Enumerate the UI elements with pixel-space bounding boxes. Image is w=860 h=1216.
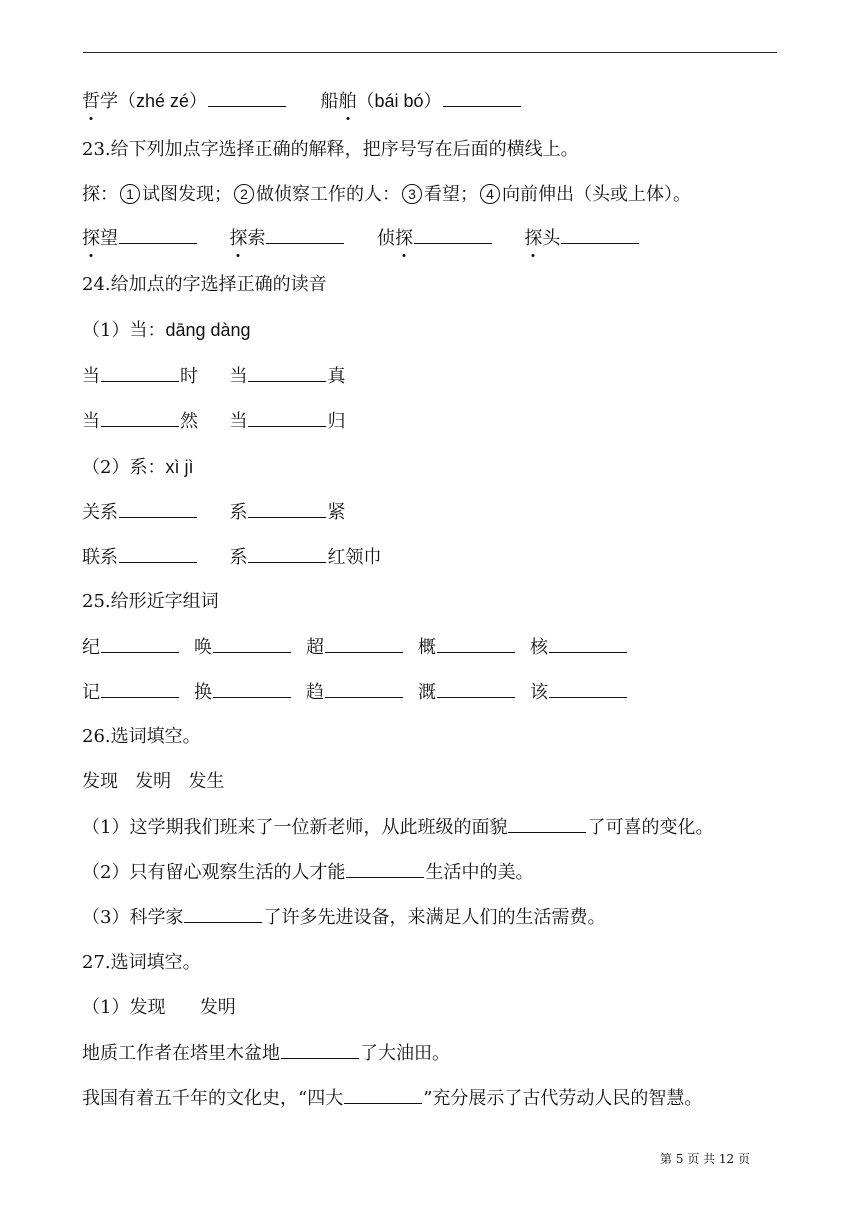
answer-blank[interactable] <box>437 635 515 653</box>
char: 侦 <box>376 228 395 249</box>
answer-blank[interactable] <box>549 680 627 698</box>
dotted-char: 探 <box>82 228 100 249</box>
circled-number: 4 <box>480 184 500 204</box>
option-text: 看望； <box>424 184 478 205</box>
answer-blank[interactable] <box>346 860 424 878</box>
q27-sentence-2 <box>82 1086 702 1111</box>
answer-blank[interactable] <box>266 226 344 244</box>
char: 望 <box>100 228 118 249</box>
word: 红领巾 <box>327 547 382 568</box>
q23-options <box>82 183 691 207</box>
char: 当 <box>82 411 100 432</box>
char: 纪 <box>82 637 100 658</box>
part-label: （1）当： <box>82 320 166 341</box>
part-label: （2）系： <box>82 457 166 478</box>
answer-blank[interactable] <box>443 89 521 107</box>
answer-blank[interactable] <box>208 89 286 107</box>
q27-sentence-1 <box>82 1041 450 1066</box>
option-head: 探： <box>82 184 118 205</box>
dotted-char: 探 <box>394 228 413 249</box>
answer-blank[interactable] <box>101 364 179 382</box>
answer-blank[interactable] <box>508 815 586 833</box>
char: 当 <box>229 366 248 387</box>
sentence-text: （1）这学期我们班来了一位新老师，从此班级的面貌 <box>82 817 508 838</box>
answer-blank[interactable] <box>101 409 179 427</box>
answer-blank[interactable] <box>101 635 179 653</box>
char: 当 <box>82 366 100 387</box>
option-text: 试图发现； <box>142 184 232 205</box>
option-text: 做侦察工作的人： <box>256 184 400 205</box>
answer-blank[interactable] <box>248 364 326 382</box>
char: 然 <box>180 411 198 432</box>
q25-row2 <box>82 680 628 705</box>
answer-blank[interactable] <box>437 680 515 698</box>
char: 学 <box>100 91 118 112</box>
char: 归 <box>327 411 346 432</box>
q24-title: 24.给加点的字选择正确的读音 <box>82 274 327 295</box>
sentence-text: 了许多先进设备，来满足人们的生活需费。 <box>263 907 606 928</box>
page-footer: 第 5 页 共 12 页 <box>660 1152 750 1166</box>
sentence-text: ”充分展示了古代劳动人民的智慧。 <box>423 1088 703 1109</box>
q26-sentence-1 <box>82 815 713 840</box>
answer-blank[interactable] <box>213 635 291 653</box>
answer-blank[interactable] <box>119 545 197 563</box>
circled-number: 1 <box>120 184 140 204</box>
q26-sentence-2 <box>82 860 533 885</box>
char: 索 <box>247 228 266 249</box>
q22-line <box>82 89 522 114</box>
answer-blank[interactable] <box>101 680 179 698</box>
sentence-text: 我国有着五千年的文化史，“四大 <box>82 1088 344 1109</box>
dotted-char: 探 <box>229 228 248 249</box>
q24-row1 <box>82 364 345 389</box>
sentence-text: （3）科学家 <box>82 907 184 928</box>
word: 联系 <box>82 547 118 568</box>
q27-choices: （1）发现 发明 <box>82 997 236 1018</box>
char: 紧 <box>327 502 346 523</box>
answer-blank[interactable] <box>344 1086 422 1104</box>
dotted-char: 舶 <box>338 91 357 112</box>
header-rule <box>83 52 777 53</box>
char: 唤 <box>194 637 212 658</box>
q24-part1-label <box>82 318 251 343</box>
char: 系 <box>229 502 248 523</box>
answer-blank[interactable] <box>325 680 403 698</box>
answer-blank[interactable] <box>248 500 326 518</box>
sentence-text: （2）只有留心观察生活的人才能 <box>82 862 346 883</box>
q24-row3 <box>82 500 345 525</box>
answer-blank[interactable] <box>248 409 326 427</box>
q24-row4 <box>82 545 381 570</box>
option-text: 向前伸出（头或上体）。 <box>502 184 691 205</box>
dotted-char: 探 <box>524 228 543 249</box>
answer-blank[interactable] <box>119 500 197 518</box>
char: 系 <box>229 547 248 568</box>
q26-sentence-3 <box>82 905 605 930</box>
q24-row2 <box>82 409 345 434</box>
sentence-text: 了大油田。 <box>360 1043 450 1064</box>
sentence-text: 了可喜的变化。 <box>587 817 714 838</box>
char: 船 <box>320 91 339 112</box>
pinyin-options: （bái bó） <box>356 91 442 111</box>
q25-title: 25.给形近字组词 <box>82 591 219 612</box>
answer-blank[interactable] <box>184 905 262 923</box>
char: 时 <box>180 366 198 387</box>
char: 溉 <box>418 682 436 703</box>
char: 概 <box>418 637 436 658</box>
char: 换 <box>194 682 212 703</box>
word: 关系 <box>82 502 118 523</box>
dotted-char: 哲 <box>82 91 100 112</box>
pinyin-options: （zhé zé） <box>118 91 208 111</box>
pinyin-options: dāng dàng <box>165 320 251 340</box>
char: 核 <box>530 637 548 658</box>
q25-row1 <box>82 635 628 660</box>
char: 该 <box>530 682 548 703</box>
circled-number: 2 <box>234 184 254 204</box>
char: 记 <box>82 682 100 703</box>
answer-blank[interactable] <box>561 226 639 244</box>
char: 真 <box>327 366 346 387</box>
char: 当 <box>229 411 248 432</box>
sentence-text: 生活中的美。 <box>425 862 534 883</box>
answer-blank[interactable] <box>414 226 492 244</box>
sentence-text: 地质工作者在塔里木盆地 <box>82 1043 280 1064</box>
q26-choices: 发现 发明 发生 <box>82 771 225 792</box>
answer-blank[interactable] <box>119 226 197 244</box>
q24-part2-label <box>82 455 193 480</box>
char: 头 <box>542 228 561 249</box>
circled-number: 3 <box>402 184 422 204</box>
char: 趋 <box>306 682 324 703</box>
answer-blank[interactable] <box>248 545 326 563</box>
q23-words <box>82 226 640 251</box>
answer-blank[interactable] <box>281 1041 359 1059</box>
q23-title: 23.给下列加点字选择正确的解释，把序号写在后面的横线上。 <box>82 139 579 160</box>
answer-blank[interactable] <box>325 635 403 653</box>
q26-title: 26.选词填空。 <box>82 726 201 747</box>
answer-blank[interactable] <box>549 635 627 653</box>
answer-blank[interactable] <box>213 680 291 698</box>
pinyin-options: xì jì <box>165 457 194 477</box>
char: 超 <box>306 637 324 658</box>
q27-title: 27.选词填空。 <box>82 952 201 973</box>
